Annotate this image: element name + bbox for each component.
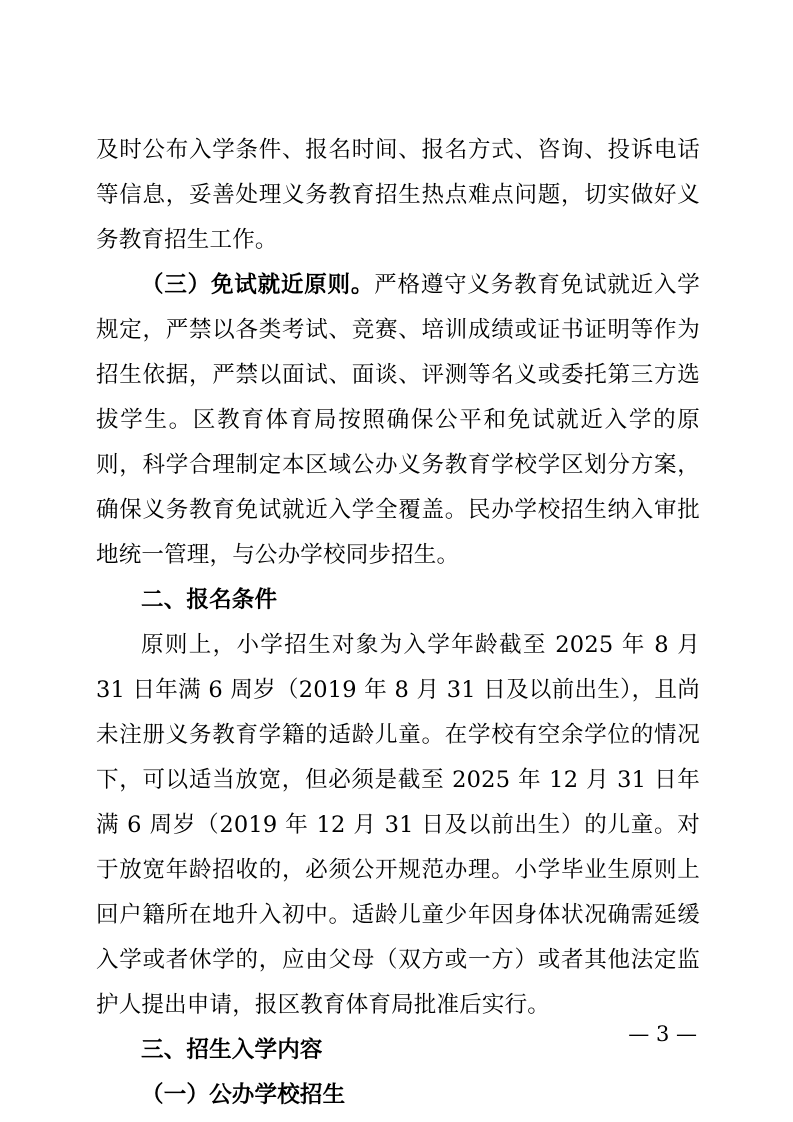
heading-enrollment-conditions: 二、报名条件 <box>141 587 278 613</box>
heading-enrollment-content: 三、招生入学内容 <box>141 1037 323 1063</box>
paragraph-enrollment-detail: 原则上，小学招生对象为入学年龄截至 2025 年 8 月 31 日年满 6 周岁（2019 年 8 月 31 日及以前出生），且尚未注册义务教育学籍的适龄儿童。在学校有空余学位的情况下，可以适当放宽，但必须是截至 2025 年 12 月 31 日年满 6 周岁（2019 年 12 月 31 日及以前出生）的儿童。对于放宽年龄招收的，必须公开规范办理。小学毕业生原则上回户籍所在地升入初中。适龄儿童少年因身体状况确需延缓入学或者休学的，应由父母（双方或一方）或者其他法定监护人提出申请，报区教育体育局批准后实行。 <box>96 632 700 1018</box>
paragraph-section-3-principle <box>96 263 700 578</box>
page-number-footer: — 3 — <box>628 1022 697 1046</box>
paragraph-continuation: 及时公布入学条件、报名时间、报名方式、咨询、投诉电话等信息，妥善处理义务教育招生热点难点问题，切实做好义务教育招生工作。 <box>96 137 700 253</box>
section-3-principle-body: 严格遵守义务教育免试就近入学规定，严禁以各类考试、竞赛、培训成绩或证书证明等作为招生依据，严禁以面试、面谈、评测等名义或委托第三方选拔学生。区教育体育局按照确保公平和免试就近入学的原则，科学合理制定本区域公办义务教育学校学区划分方案，确保义务教育免试就近入学全覆盖。民办学校招生纳入审批地统一管理，与公办学校同步招生。 <box>96 272 700 568</box>
section-3-principle-lead: （三）免试就近原则。 <box>141 272 375 298</box>
heading-public-school-enrollment: （一）公办学校招生 <box>141 1082 346 1108</box>
document-body <box>96 128 700 1118</box>
